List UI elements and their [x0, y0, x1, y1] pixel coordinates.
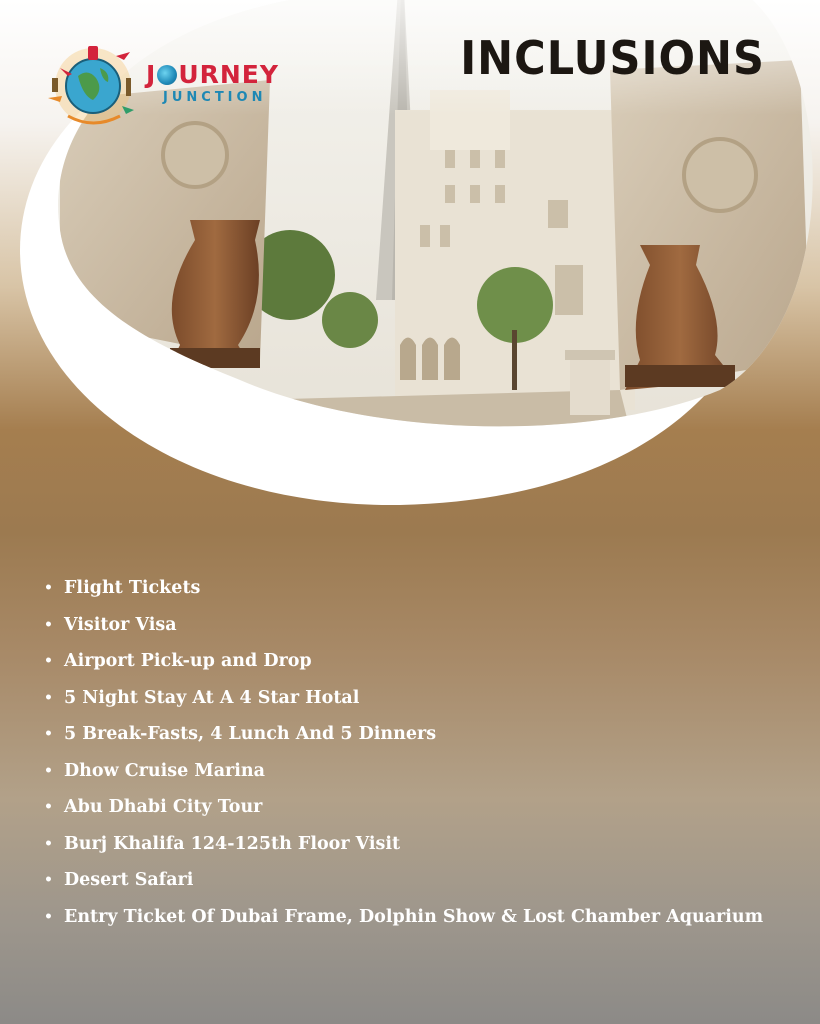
inclusion-text: Dhow Cruise Marina: [64, 760, 265, 781]
bullet-icon: •: [44, 799, 53, 815]
inclusion-text: Burj Khalifa 124-125th Floor Visit: [64, 833, 401, 854]
inclusion-item: [44, 611, 804, 648]
bullet-icon: •: [44, 580, 53, 596]
bullet-icon: •: [44, 908, 53, 925]
inclusion-item: [44, 903, 804, 940]
inclusion-item: [44, 574, 804, 611]
inclusion-text: Airport Pick-up and Drop: [64, 651, 312, 671]
logo-wordmark: [146, 60, 279, 89]
inclusion-text: Entry Ticket Of Dubai Frame, Dolphin Show & Lost Chamber Aquarium: [64, 906, 764, 927]
logo-subtitle: JUNCTION: [163, 90, 267, 105]
inclusion-text: Desert Safari: [64, 870, 194, 890]
inclusion-item: [44, 866, 804, 903]
inclusion-text: Visitor Visa: [64, 614, 177, 635]
inclusions-list: [44, 574, 804, 939]
inclusion-item: [44, 793, 804, 830]
inclusion-text: Abu Dhabi City Tour: [64, 797, 263, 817]
bullet-icon: •: [44, 653, 53, 669]
page-title: INCLUSIONS: [460, 31, 765, 86]
inclusion-text: 5 Night Stay At A 4 Star Hotal: [64, 687, 360, 708]
bullet-icon: •: [44, 726, 53, 742]
inclusion-item: [44, 720, 804, 757]
inclusion-item: [44, 684, 804, 721]
bullet-icon: •: [44, 835, 53, 852]
inclusion-item: [44, 757, 804, 794]
inclusion-text: 5 Break-Fasts, 4 Lunch And 5 Dinners: [64, 724, 437, 744]
logo-word-rest: URNEY: [178, 60, 279, 89]
globe-o-icon: [157, 65, 177, 85]
inclusion-item: [44, 647, 804, 684]
inclusion-item: [44, 830, 804, 867]
inclusion-text: Flight Tickets: [64, 578, 201, 598]
logo-letter-j: J: [146, 60, 157, 89]
bullet-icon: •: [44, 689, 53, 706]
bullet-icon: •: [44, 616, 53, 633]
bullet-icon: •: [44, 872, 53, 888]
globe-travel-icon: [38, 38, 138, 128]
journey-junction-logo: [38, 38, 288, 130]
bullet-icon: •: [44, 762, 53, 779]
